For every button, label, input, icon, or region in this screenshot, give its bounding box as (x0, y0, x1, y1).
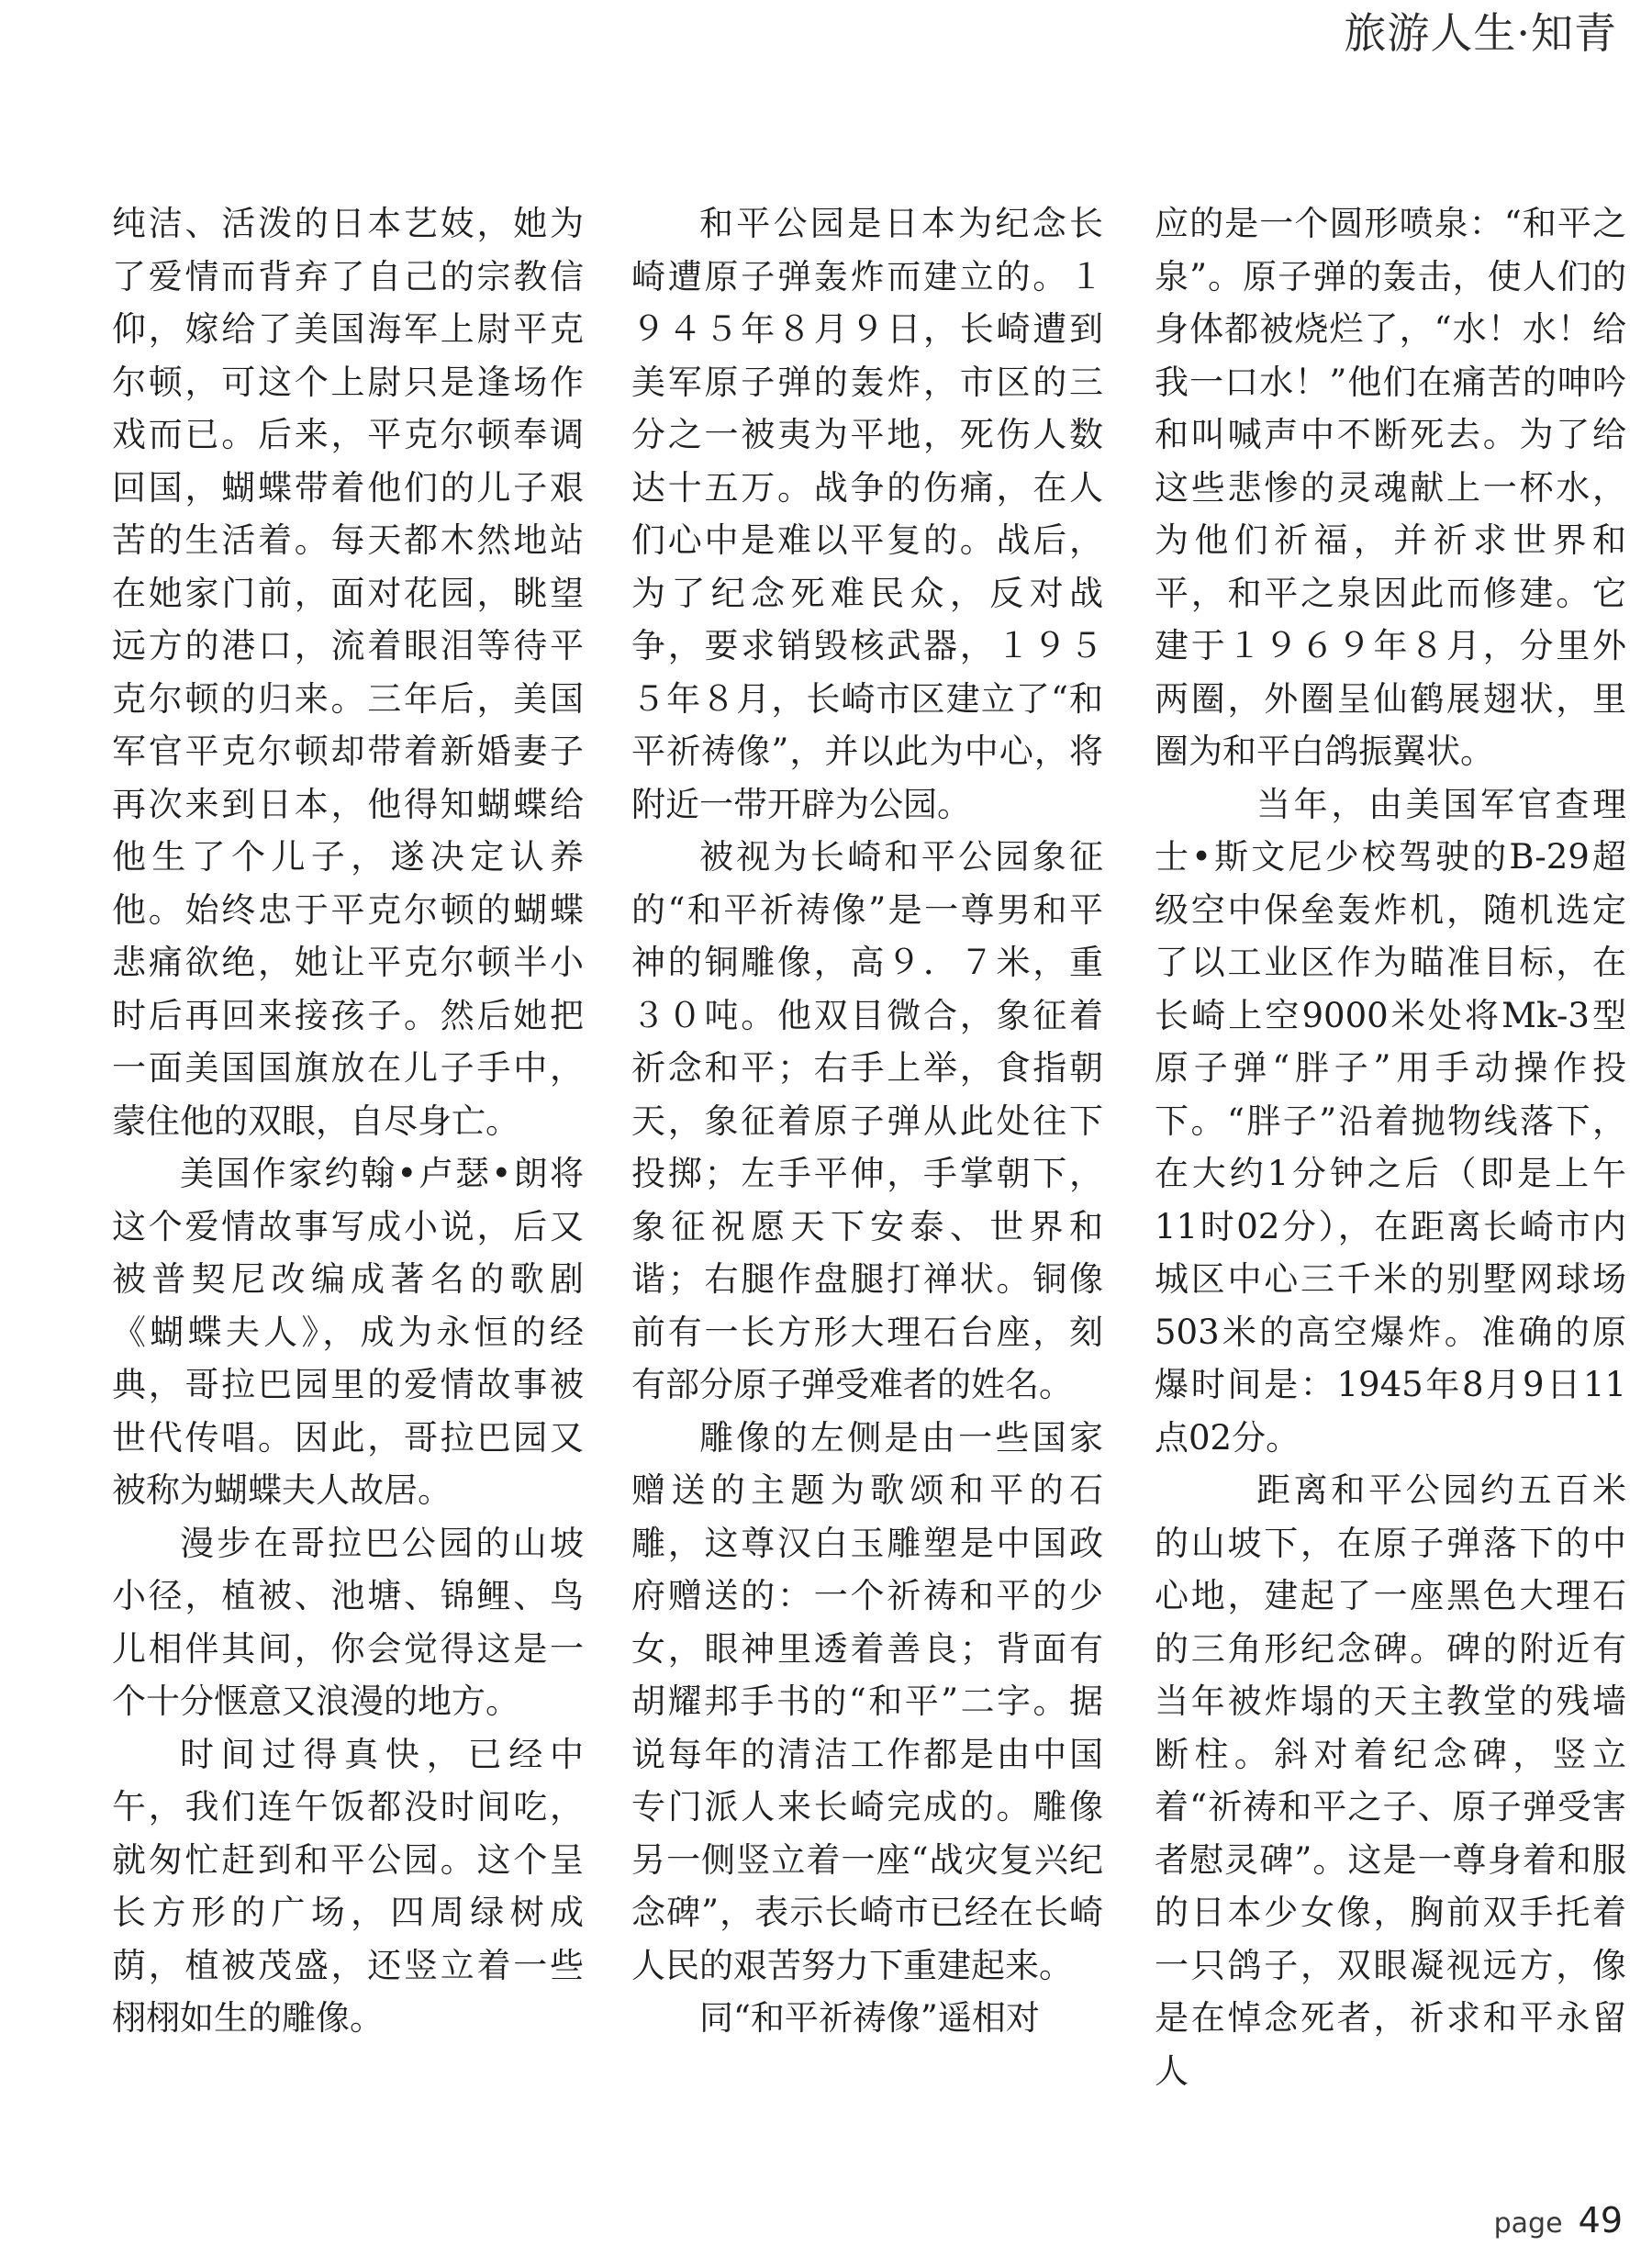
paragraph: 漫步在哥拉巴公园的山坡小径，植被、池塘、锦鲤、鸟儿相伴其间，你会觉得这是一个十分惬意又浪漫的地方。 (112, 1523, 584, 1721)
paragraph: 距离和平公园约五百米的山坡下，在原子弹落下的中心地，建起了一座黑色大理石的三角形纪念碑。碑的附近有当年被炸塌的天主教堂的残墙断柱。斜对着纪念碑，竖立着“祈祷和平之子、原子弹受害者慰灵碑”。这是一尊身着和服的日本少女像，胸前双手托着一只鸽子，双眼凝视远方，像是在悼念死者，祈求和平永留人 (1155, 1470, 1626, 2091)
paragraph: 时间过得真快，已经中午，我们连午饭都没时间吃，就匆忙赶到和平公园。这个呈长方形的广场，四周绿树成荫，植被茂盛，还竖立着一些栩栩如生的雕像。 (112, 1734, 584, 2038)
text-column-3 (1155, 197, 1626, 2097)
page-footer (1494, 2202, 1623, 2246)
paragraph: 雕像的左侧是由一些国家赠送的主题为歌颂和平的石雕，这尊汉白玉雕塑是中国政府赠送的：一个祈祷和平的少女，眼神里透着善良；背面有胡耀邦手书的“和平”二字。据说每年的清洁工作都是由中国专门派人来长崎完成的。雕像另一侧竖立着一座“战灾复兴纪念碑”，表示长崎市已经在长崎人民的艰苦努力下重建起来。 (631, 1417, 1103, 1985)
page-number: 49 (1578, 2200, 1623, 2240)
paragraph: 美国作家约翰•卢瑟•朗将这个爱情故事写成小说，后又被普契尼改编成著名的歌剧《蝴蝶夫人》，成为永恒的经典，哥拉巴园里的爱情故事被世代传唱。因此，哥拉巴园又被称为蝴蝶夫人故居。 (112, 1154, 584, 1510)
paragraph: 同“和平祈祷像”遥相对 (699, 1998, 1040, 2038)
page-label: page (1493, 2207, 1563, 2240)
text-column-1 (112, 197, 584, 2045)
paragraph: 应的是一个圆形喷泉：“和平之泉”。原子弹的轰击，使人们的身体都被烧烂了，“水！水！给我一口水！”他们在痛苦的呻吟和叫喊声中不断死去。为了给这些悲惨的灵魂献上一杯水，为他们祈福，并祈求世界和平，和平之泉因此而修建。它建于１９６９年８月，分里外两圈，外圈呈仙鹤展翅状，里圈为和平白鸽振翼状。 (1155, 204, 1626, 771)
paragraph: 被视为长崎和平公园象征的“和平祈祷像”是一尊男和平神的铜雕像，高９．７米，重３０吨。他双目微合，象征着祈念和平；右手上举，食指朝天，象征着原子弹从此处往下投掷；左手平伸，手掌朝下，象征祝愿天下安泰、世界和谐；右腿作盘腿打禅状。铜像前有一长方形大理石台座，刻有部分原子弹受难者的姓名。 (631, 837, 1103, 1404)
section-header: 旅游人生·知青 (1344, 8, 1617, 58)
paragraph: 和平公园是日本为纪念长崎遭原子弹轰炸而建立的。１９４５年８月９日，长崎遭到美军原子弹的轰炸，市区的三分之一被夷为平地，死伤人数达十五万。战争的伤痛，在人们心中是难以平复的。战后，为了纪念死难民众，反对战争，要求销毁核武器，１９５５年８月，长崎市区建立了“和平祈祷像”，并以此为中心，将附近一带开辟为公园。 (631, 204, 1103, 824)
text-column-2 (631, 197, 1103, 2045)
paragraph: 纯洁、活泼的日本艺妓，她为了爱情而背弃了自己的宗教信仰，嫁给了美国海军上尉平克尔顿，可这个上尉只是逢场作戏而已。后来，平克尔顿奉调回国，蝴蝶带着他们的儿子艰苦的生活着。每天都木然地站在她家门前，面对花园，眺望远方的港口，流着眼泪等待平克尔顿的归来。三年后，美国军官平克尔顿却带着新婚妻子再次来到日本，他得知蝴蝶给他生了个儿子，遂决定认养他。始终忠于平克尔顿的蝴蝶悲痛欲绝，她让平克尔顿半小时后再回来接孩子。然后她把一面美国国旗放在儿子手中，蒙住他的双眼，自尽身亡。 (112, 204, 584, 1141)
paragraph: 当年，由美国军官查理士•斯文尼少校驾驶的B-29超级空中保垒轰炸机，随机选定了以工业区作为瞄准目标，在长崎上空9000米处将Mk-3型原子弹“胖子”用手动操作投下。“胖子”沿着抛物线落下，在大约1分钟之后（即是上午11时02分），在距离长崎市内城区中心三千米的别墅网球场503米的高空爆炸。准确的原爆时间是：1945年8月9日11点02分。 (1155, 784, 1626, 1458)
